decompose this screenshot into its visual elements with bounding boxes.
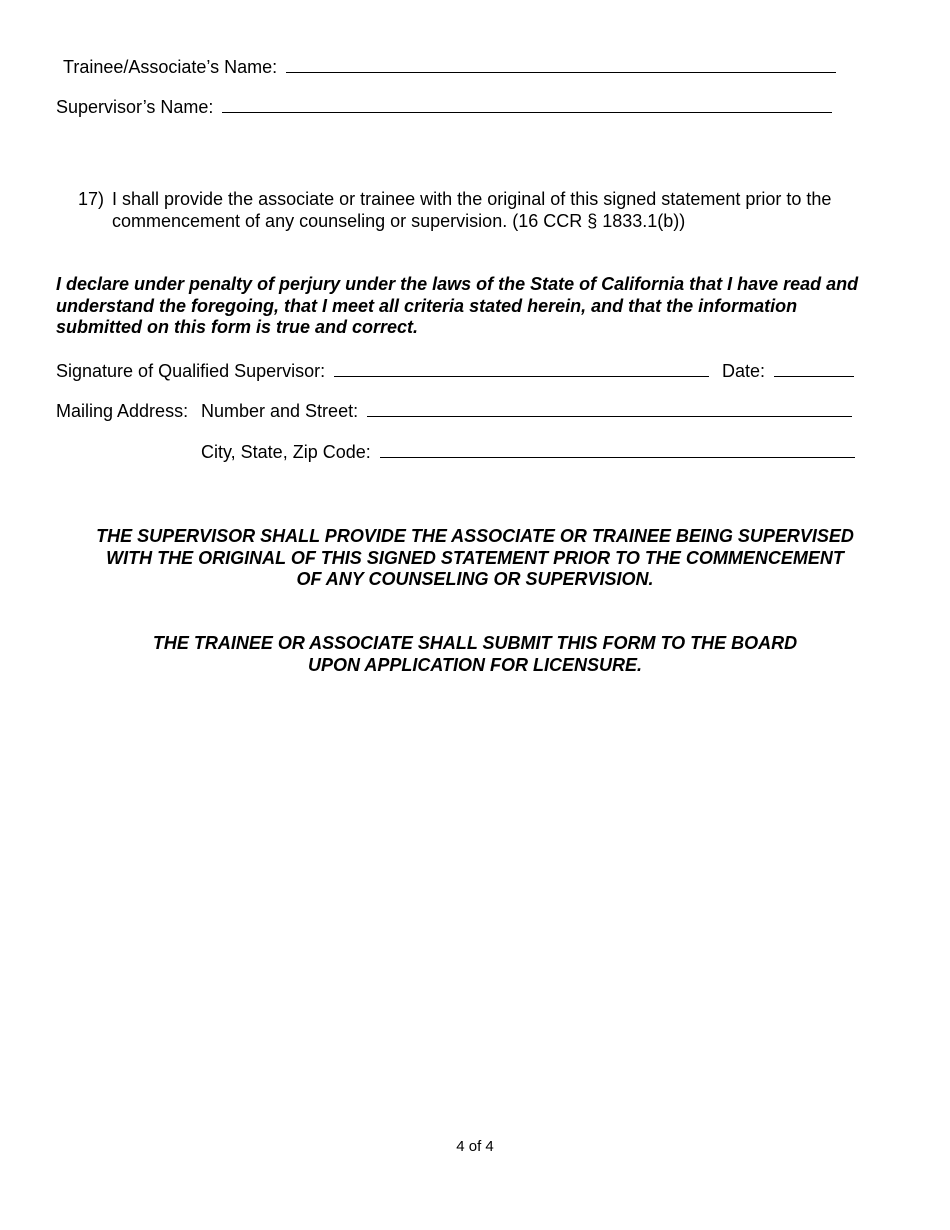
notice-line: THE TRAINEE OR ASSOCIATE SHALL SUBMIT THIS FORM TO THE BOARD	[152, 633, 798, 653]
supervisor-notice	[0, 526, 950, 591]
perjury-declaration: I declare under penalty of perjury under the laws of the State of California that I have read and understand the foregoing, that I meet all criteria stated herein, and that the information submitted on this form is true and correct.	[56, 274, 859, 337]
trainee-name-row	[63, 56, 836, 78]
trainee-name-label: Trainee/Associate’s Name:	[63, 57, 278, 77]
supervisor-name-row	[56, 96, 832, 118]
city-field[interactable]	[380, 441, 855, 458]
city-label: City, State, Zip Code:	[201, 442, 371, 462]
statement-item-17	[78, 188, 878, 232]
mailing-address-label: Mailing Address:	[56, 401, 189, 421]
supervisor-name-label: Supervisor’s Name:	[56, 97, 214, 117]
item-number: 17)	[78, 189, 105, 209]
trainee-name-field[interactable]	[286, 56, 836, 73]
city-row	[201, 441, 855, 463]
date-row	[722, 360, 854, 382]
mailing-address-row	[56, 400, 188, 422]
notice-line: OF ANY COUNSELING OR SUPERVISION.	[296, 569, 654, 589]
signature-field[interactable]	[334, 360, 709, 377]
street-row	[201, 400, 852, 422]
street-label: Number and Street:	[201, 401, 359, 421]
signature-row	[56, 360, 709, 382]
date-field[interactable]	[774, 360, 854, 377]
signature-label: Signature of Qualified Supervisor:	[56, 361, 326, 381]
street-field[interactable]	[367, 400, 852, 417]
item-text: I shall provide the associate or trainee with the original of this signed statement prior to the commencement of any counseling or supervision. (16 CCR § 1833.1(b))	[112, 189, 832, 231]
page-number: 4 of 4	[456, 1138, 494, 1155]
trainee-notice	[0, 633, 950, 676]
notice-line: WITH THE ORIGINAL OF THIS SIGNED STATEMENT PRIOR TO THE COMMENCEMENT	[106, 547, 844, 568]
notice-line: UPON APPLICATION FOR LICENSURE.	[307, 654, 642, 675]
supervisor-name-field[interactable]	[222, 96, 832, 113]
notice-line: THE SUPERVISOR SHALL PROVIDE THE ASSOCIATE OR TRAINEE BEING SUPERVISED	[96, 526, 854, 546]
date-label: Date:	[722, 361, 766, 381]
